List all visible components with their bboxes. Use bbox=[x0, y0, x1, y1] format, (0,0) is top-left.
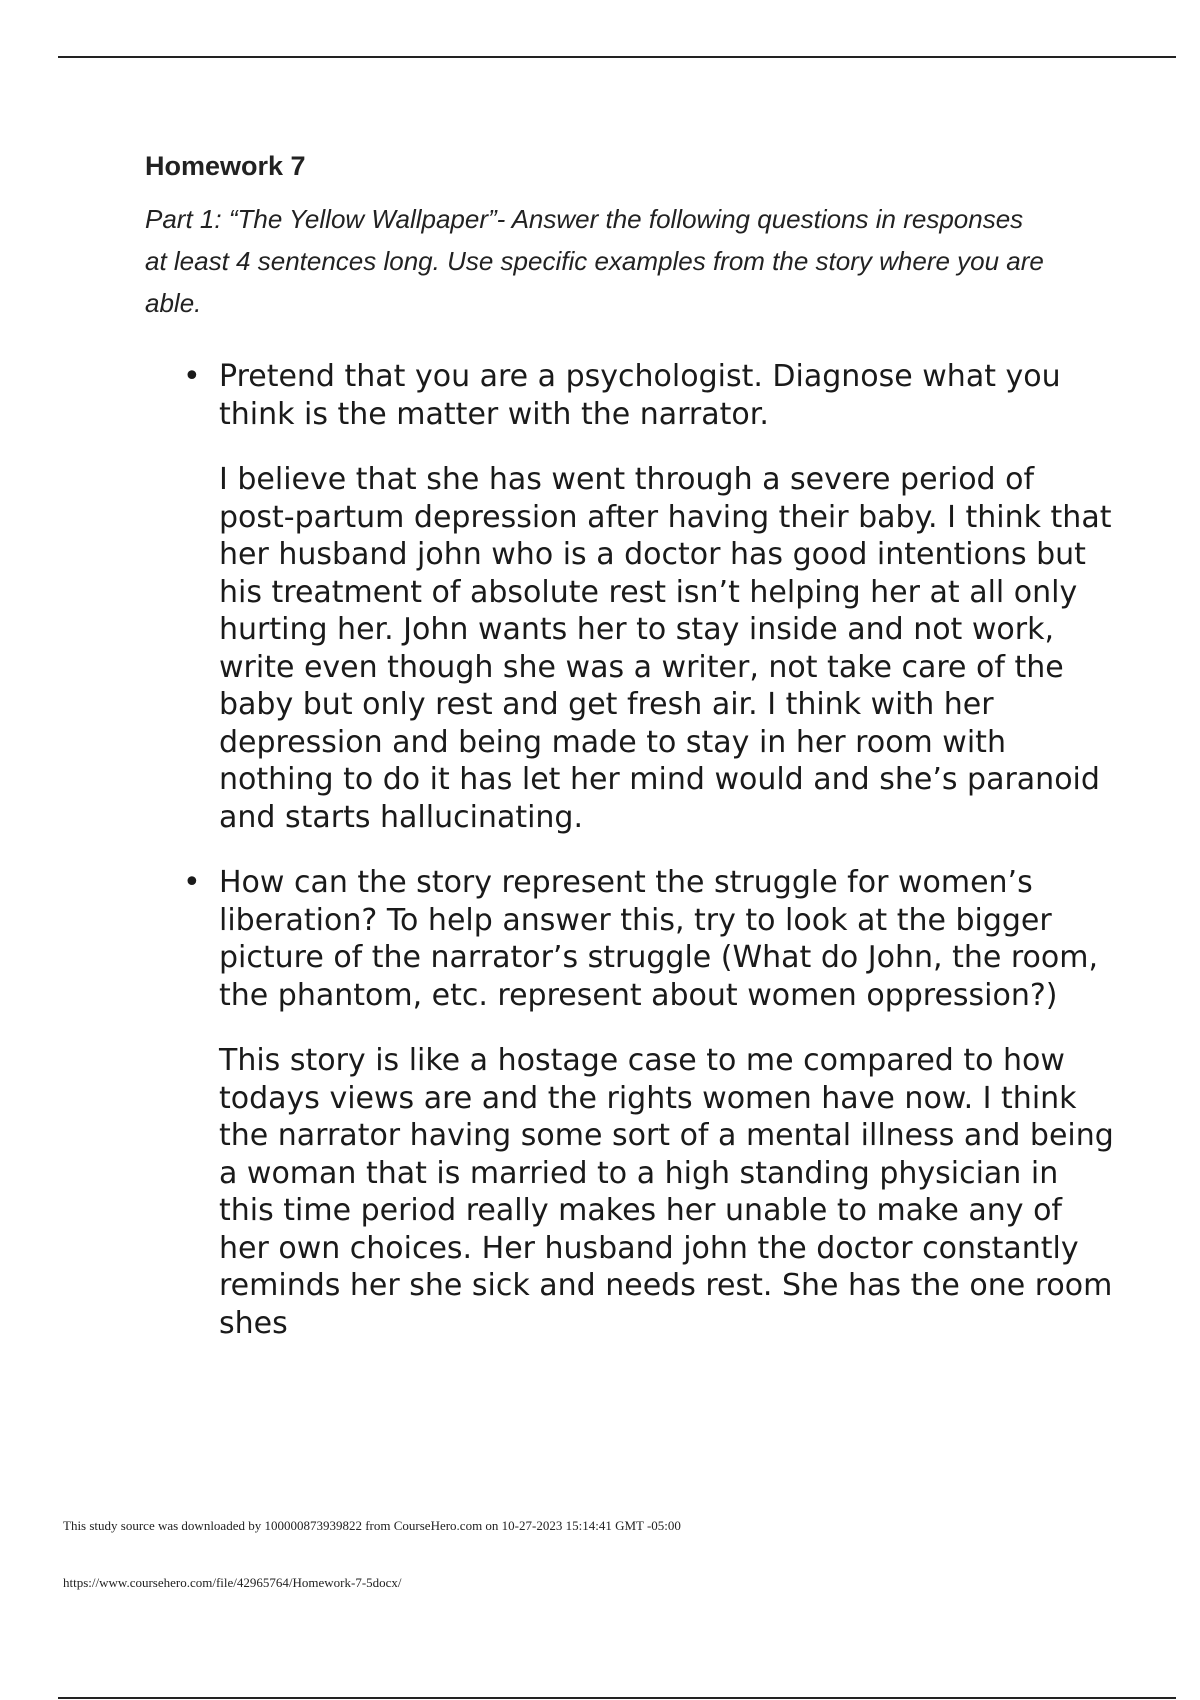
list-item bbox=[145, 864, 1114, 1342]
question-list bbox=[145, 358, 1114, 1342]
top-divider bbox=[58, 56, 1176, 58]
instructions-text: Part 1: “The Yellow Wallpaper”- Answer the following questions in responses at least 4 sentences long. Use specific examples from the story where you are able. bbox=[145, 204, 1044, 318]
question-text: Pretend that you are a psychologist. Diagnose what you think is the matter with the narrator. bbox=[219, 359, 1061, 432]
bullet-icon: • bbox=[183, 865, 201, 900]
answer-text: I believe that she has went through a severe period of post-partum depression after having their baby. I think that her husband john who is a doctor has good intentions but his treatment of absolute rest isn’t helping her at all only hurting her. John wants her to stay inside and not work, write even though she was a writer, not take care of the baby but only rest and get fresh air. I think with her depression and being made to stay in her room with nothing to do it has let her mind would and she’s paranoid and starts hallucinating. bbox=[219, 462, 1112, 835]
source-url: https://www.coursehero.com/file/42965764/Homework-7-5docx/ bbox=[63, 1575, 402, 1590]
download-source-note: This study source was downloaded by 100000873939822 from CourseHero.com on 10-27-2023 15:14:41 GMT -05:00 bbox=[63, 1518, 681, 1533]
list-item bbox=[145, 358, 1112, 836]
bottom-divider bbox=[58, 1697, 1176, 1699]
bullet-icon: • bbox=[183, 359, 201, 394]
answer-text: This story is like a hostage case to me compared to how todays views are and the rights women have now. I think the narrator having some sort of a mental illness and being a woman that is married to a high standing physician in this time period really makes her unable to make any of her own choices. Her husband john the doctor constantly reminds her she sick and needs rest. She has the one room shes bbox=[219, 1043, 1114, 1341]
document-body bbox=[145, 148, 1114, 1370]
document-title: Homework 7 bbox=[145, 151, 306, 181]
question-text: How can the story represent the struggle for women’s liberation? To help answer this, try to look at the bigger picture of the narrator’s struggle (What do John, the room, the phantom, etc. represent about women oppression?) bbox=[219, 865, 1098, 1013]
